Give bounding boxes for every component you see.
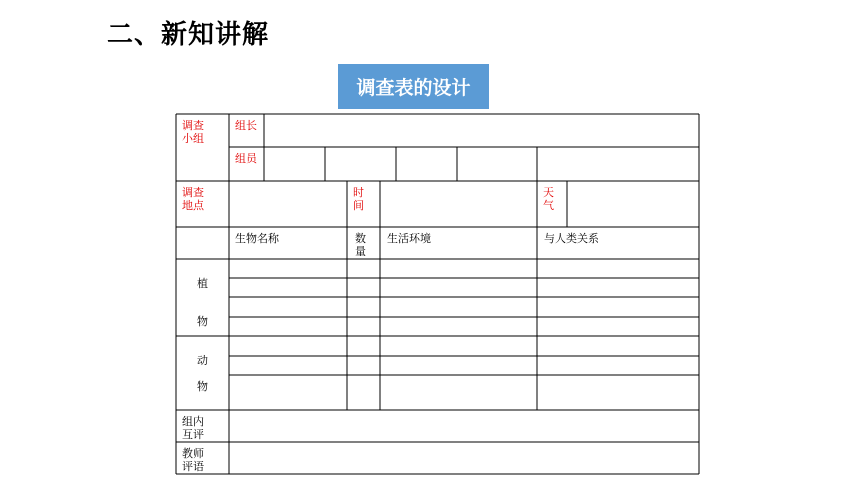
col-header-relation: 与人类关系 xyxy=(544,232,599,245)
members-label: 组员 xyxy=(235,152,257,165)
col-header-env: 生活环境 xyxy=(387,232,431,245)
plant-label-top: 植 xyxy=(197,277,208,290)
group-label: 调查 小组 xyxy=(182,119,204,145)
table-title: 调查表的设计 xyxy=(338,64,489,109)
place-label: 调查 地点 xyxy=(182,186,204,212)
weather-label: 天 气 xyxy=(543,186,554,212)
col-header-qty: 数 量 xyxy=(355,232,366,258)
animal-label-top: 动 xyxy=(197,354,208,367)
teacher-comment-label: 教师 评语 xyxy=(182,447,204,473)
col-header-name: 生物名称 xyxy=(235,232,279,245)
plant-label-bottom: 物 xyxy=(197,315,208,328)
peer-review-label: 组内 互评 xyxy=(182,415,204,441)
animal-label-bottom: 物 xyxy=(197,380,208,393)
leader-label: 组长 xyxy=(235,119,257,132)
section-heading: 二、新知讲解 xyxy=(107,20,270,50)
time-label: 时 间 xyxy=(353,186,364,212)
